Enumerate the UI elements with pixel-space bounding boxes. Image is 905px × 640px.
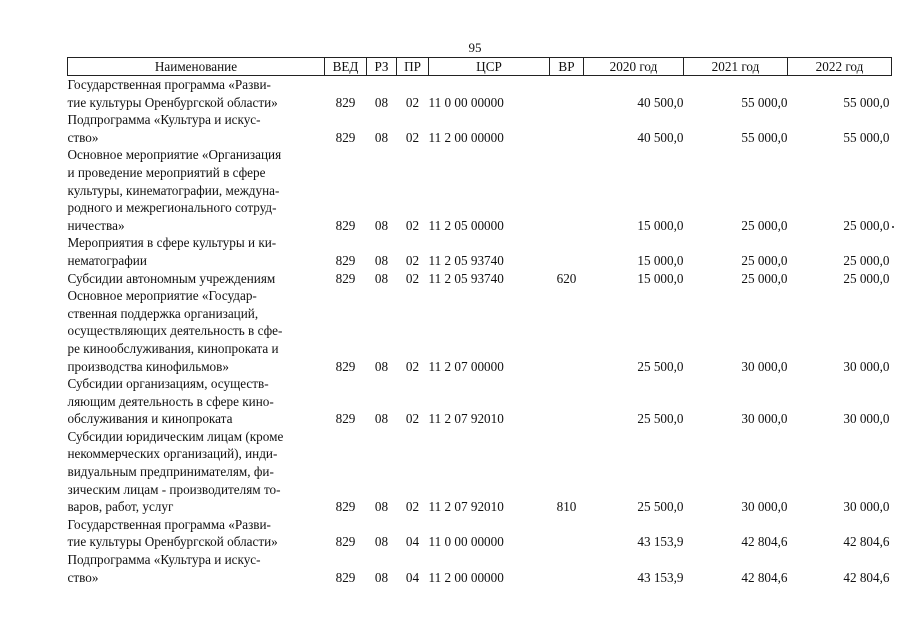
table-header xyxy=(68,58,892,76)
amount-2020-cell: 25 500,0 xyxy=(637,499,684,515)
item-name-line: нематографии xyxy=(67,252,147,268)
amount-2020-cell: 15 000,0 xyxy=(637,270,684,286)
pr-cell: 02 xyxy=(405,217,420,233)
year-2021-header: 2021 год xyxy=(684,58,788,76)
amount-2022-cell: 42 804,6 xyxy=(843,534,890,550)
pr-header: ПР xyxy=(397,58,429,76)
item-name-line: Государственная программа «Разви- xyxy=(67,516,271,532)
ved-cell: 829 xyxy=(335,569,356,585)
amount-2022-cell: 25 000,0 xyxy=(843,217,890,233)
table-row xyxy=(68,111,892,146)
rz-cell: 08 xyxy=(374,569,389,585)
item-name-line: родного и межрегионального сотруд- xyxy=(67,200,277,216)
scan-mark xyxy=(892,226,894,228)
item-name-line: ре кинообслуживания, кинопроката и xyxy=(67,340,279,356)
vr-cell xyxy=(550,375,584,428)
item-name-line: Субсидии организациям, осуществ- xyxy=(67,376,269,392)
amount-2021-cell: 55 000,0 xyxy=(741,129,788,145)
item-name-cell xyxy=(68,287,325,375)
amount-2021-cell: 25 000,0 xyxy=(741,270,788,286)
item-name-cell xyxy=(68,516,325,551)
amount-2021-cell: 42 804,6 xyxy=(741,534,788,550)
ved-cell: 829 xyxy=(335,252,356,268)
ved-header: ВЕД xyxy=(325,58,367,76)
amount-2022-cell: 25 000,0 xyxy=(843,270,890,286)
ved-cell: 829 xyxy=(335,411,356,427)
csr-cell: 11 0 00 00000 xyxy=(428,94,504,110)
rz-cell: 08 xyxy=(374,217,389,233)
ved-cell: 829 xyxy=(335,94,356,110)
amount-2021-cell: 55 000,0 xyxy=(741,94,788,110)
item-name-line: ляющим деятельность в сфере кино- xyxy=(67,393,274,409)
amount-2022-cell: 25 000,0 xyxy=(843,252,890,268)
rz-cell: 08 xyxy=(374,94,389,110)
header-row xyxy=(68,58,892,76)
amount-2020-cell: 43 153,9 xyxy=(637,534,684,550)
vr-cell xyxy=(550,76,584,112)
pr-cell: 02 xyxy=(405,94,420,110)
item-name-line: Мероприятия в сфере культуры и ки- xyxy=(67,235,277,251)
item-name-line: Основное мероприятие «Организация xyxy=(67,147,282,163)
rz-cell: 08 xyxy=(374,270,389,286)
vr-cell xyxy=(550,551,584,586)
pr-cell: 02 xyxy=(405,270,420,286)
amount-2022-cell: 55 000,0 xyxy=(843,129,890,145)
table-row xyxy=(68,428,892,516)
amount-2020-cell: 15 000,0 xyxy=(637,252,684,268)
amount-2021-cell: 25 000,0 xyxy=(741,217,788,233)
amount-2020-cell: 40 500,0 xyxy=(637,94,684,110)
item-name-line: ничества» xyxy=(67,217,125,233)
item-name-line: и проведение мероприятий в сфере xyxy=(67,164,266,180)
csr-cell: 11 2 05 00000 xyxy=(428,217,504,233)
vr-cell: 620 xyxy=(556,270,577,286)
vr-cell xyxy=(550,234,584,269)
table-row xyxy=(68,234,892,269)
item-name-cell xyxy=(68,76,325,112)
vr-cell: 810 xyxy=(556,499,577,515)
amount-2021-cell: 25 000,0 xyxy=(741,252,788,268)
item-name-line: осуществляющих деятельность в сфе- xyxy=(67,323,283,339)
page-number: 95 xyxy=(468,40,482,55)
ved-cell: 829 xyxy=(335,534,356,550)
name-header: Наименование xyxy=(68,58,325,76)
ved-cell: 829 xyxy=(335,499,356,515)
pr-cell: 02 xyxy=(405,499,420,515)
rz-cell: 08 xyxy=(374,129,389,145)
item-name-line: некоммерческих организаций), инди- xyxy=(67,446,278,462)
rz-cell: 08 xyxy=(374,358,389,374)
csr-cell: 11 2 07 00000 xyxy=(428,358,504,374)
year-2020-header: 2020 год xyxy=(584,58,684,76)
table-row xyxy=(68,287,892,375)
table-row xyxy=(68,270,892,288)
amount-2022-cell: 30 000,0 xyxy=(843,358,890,374)
item-name-line: культуры, кинематографии, междуна- xyxy=(67,182,280,198)
item-name-line: Подпрограмма «Культура и искус- xyxy=(67,112,261,128)
item-name-line: Субсидии юридическим лицам (кроме xyxy=(67,428,284,444)
item-name-cell xyxy=(68,146,325,234)
amount-2021-cell: 30 000,0 xyxy=(741,358,788,374)
item-name-line: производства кинофильмов» xyxy=(67,358,229,374)
rz-header: РЗ xyxy=(367,58,397,76)
rz-cell: 08 xyxy=(374,411,389,427)
rz-cell: 08 xyxy=(374,534,389,550)
amount-2020-cell: 25 500,0 xyxy=(637,411,684,427)
vr-cell xyxy=(550,146,584,234)
amount-2022-cell: 42 804,6 xyxy=(843,569,890,585)
item-name-cell xyxy=(68,111,325,146)
vr-cell xyxy=(550,111,584,146)
rz-cell: 08 xyxy=(374,499,389,515)
item-name-cell xyxy=(68,375,325,428)
item-name-line: варов, работ, услуг xyxy=(67,499,174,515)
csr-cell: 11 2 00 00000 xyxy=(428,129,504,145)
item-name-line: тие культуры Оренбургской области» xyxy=(67,534,278,550)
vr-cell xyxy=(550,516,584,551)
amount-2020-cell: 15 000,0 xyxy=(637,217,684,233)
ved-cell: 829 xyxy=(335,358,356,374)
rz-cell: 08 xyxy=(374,252,389,268)
pr-cell: 02 xyxy=(405,129,420,145)
item-name-cell xyxy=(68,234,325,269)
item-name-line: ство» xyxy=(67,129,99,145)
item-name-line: ственная поддержка организаций, xyxy=(67,305,259,321)
ved-cell: 829 xyxy=(335,270,356,286)
item-name-line: Основное мероприятие «Государ- xyxy=(67,288,257,304)
item-name-cell xyxy=(68,428,325,516)
item-name-line: видуальным предпринимателям, фи- xyxy=(67,464,274,480)
amount-2022-cell: 30 000,0 xyxy=(843,499,890,515)
table-row xyxy=(68,551,892,586)
pr-cell: 02 xyxy=(405,252,420,268)
year-2022-header: 2022 год xyxy=(788,58,892,76)
item-name-line: зическим лицам - производителям то- xyxy=(67,481,281,497)
amount-2020-cell: 25 500,0 xyxy=(637,358,684,374)
item-name-line: Государственная программа «Разви- xyxy=(67,77,271,92)
ved-cell: 829 xyxy=(335,129,356,145)
csr-cell: 11 2 00 00000 xyxy=(428,569,504,585)
ved-cell: 829 xyxy=(335,217,356,233)
csr-cell: 11 0 00 00000 xyxy=(428,534,504,550)
pr-cell: 04 xyxy=(405,569,420,585)
csr-cell: 11 2 07 92010 xyxy=(428,411,504,427)
amount-2021-cell: 30 000,0 xyxy=(741,411,788,427)
item-name-line: Подпрограмма «Культура и искус- xyxy=(67,552,261,568)
item-name-line: тие культуры Оренбургской области» xyxy=(67,94,278,110)
table-row xyxy=(68,76,892,112)
item-name-line: Субсидии автономным учреждениям xyxy=(67,270,276,286)
table-row xyxy=(68,146,892,234)
item-name-cell xyxy=(68,270,325,288)
item-name-line: обслуживания и кинопроката xyxy=(67,411,233,427)
amount-2022-cell: 30 000,0 xyxy=(843,411,890,427)
amount-2021-cell: 42 804,6 xyxy=(741,569,788,585)
amount-2022-cell: 55 000,0 xyxy=(843,94,890,110)
budget-table xyxy=(67,57,892,586)
csr-cell: 11 2 05 93740 xyxy=(428,252,504,268)
table-row xyxy=(68,516,892,551)
table-body xyxy=(68,76,892,587)
vr-cell xyxy=(550,287,584,375)
amount-2020-cell: 43 153,9 xyxy=(637,569,684,585)
vr-header: ВР xyxy=(550,58,584,76)
csr-header: ЦСР xyxy=(429,58,550,76)
pr-cell: 02 xyxy=(405,358,420,374)
table-row xyxy=(68,375,892,428)
pr-cell: 04 xyxy=(405,534,420,550)
pr-cell: 02 xyxy=(405,411,420,427)
item-name-line: ство» xyxy=(67,569,99,585)
csr-cell: 11 2 05 93740 xyxy=(428,270,504,286)
item-name-cell xyxy=(68,551,325,586)
amount-2020-cell: 40 500,0 xyxy=(637,129,684,145)
csr-cell: 11 2 07 92010 xyxy=(428,499,504,515)
amount-2021-cell: 30 000,0 xyxy=(741,499,788,515)
